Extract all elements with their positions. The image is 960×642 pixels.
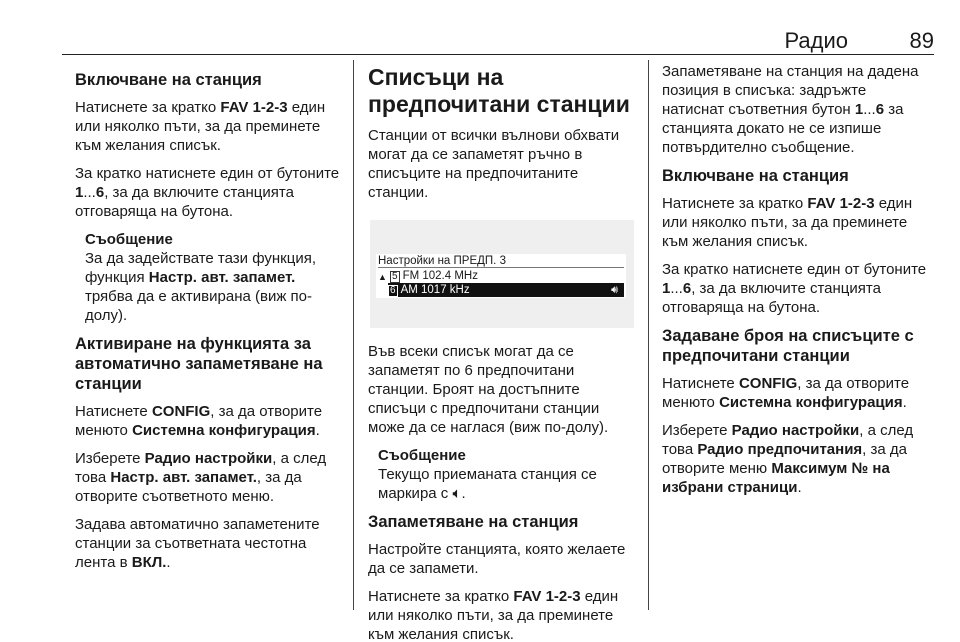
text: За кратко натиснете един от бутоните	[662, 261, 927, 278]
bold-text: Радио настройки	[144, 450, 273, 467]
paragraph	[75, 515, 347, 572]
text: ...	[670, 280, 683, 297]
text: ...	[863, 101, 876, 118]
text: За кратко натиснете един от бутоните	[75, 165, 340, 182]
bold-text: Радио настройки	[731, 422, 860, 439]
bold-text: Системна конфигурация	[132, 422, 316, 439]
text: Текущо приеманата станция се маркира с	[378, 466, 597, 502]
text: за станцията докато не се изпише потвърдително съобщение.	[662, 101, 904, 156]
heading-station-on: Включване на станция	[75, 71, 262, 89]
paragraph	[662, 421, 932, 497]
text: .	[797, 479, 802, 496]
text: , а след това	[662, 422, 914, 458]
bold-text: Настр. авт. запамет.	[110, 469, 257, 486]
column-3	[662, 62, 932, 506]
radio-screen	[376, 254, 626, 298]
bold-text: ВКЛ.	[131, 554, 167, 571]
text: За да задействате тази функция, функция	[85, 250, 316, 286]
page-number: 89	[909, 28, 934, 53]
note-title: Съобщение	[378, 447, 466, 464]
bold-text: 6	[682, 280, 692, 297]
heading-station-on: Включване на станция	[662, 167, 849, 185]
heading-favourites-lists: Списъци на предпочитани станции	[368, 64, 630, 117]
text: един или няколко пъти, за да преминете към желания списък.	[662, 195, 913, 250]
bold-text: Настр. авт. запамет.	[148, 269, 296, 286]
text: , а след това	[75, 450, 327, 486]
text: , за да отворите менюто	[662, 375, 910, 411]
text: Натиснете за кратко	[662, 195, 808, 212]
paragraph	[75, 402, 347, 440]
screen-row-am-selected	[388, 283, 624, 297]
text: .	[315, 422, 320, 439]
text: .	[166, 554, 171, 571]
heading-store-station: Запаметяване на станция	[368, 513, 579, 531]
screen-divider	[378, 267, 624, 268]
text: , за да включите станцията отговаряща на бутона.	[75, 184, 294, 220]
paragraph: Настройте станцията, която желаете да се запамети.	[368, 541, 626, 577]
bold-text: CONFIG	[738, 375, 798, 392]
text: , за да отворите меню	[662, 441, 907, 477]
paragraph: Във всеки списък могат да се запаметят по 6 предпочитани станции. Броят на достъпните списъци с предпочитани станции може да се наглася (виж по-долу).	[368, 343, 609, 436]
text: Натиснете за кратко	[75, 99, 221, 116]
speaker-icon: 🔊︎	[611, 284, 618, 296]
bold-text: FAV 1-2-3	[220, 99, 288, 116]
text: , за да отворите съответното меню.	[75, 469, 302, 505]
text: , за да отворите менюто	[75, 403, 323, 439]
text: .	[902, 394, 907, 411]
triangle-up-icon: ▲	[378, 272, 387, 282]
bold-text: 6	[95, 184, 105, 201]
note-title: Съобщение	[85, 231, 173, 248]
bold-text: 1	[75, 184, 84, 201]
preset-number: 5	[392, 271, 398, 282]
paragraph: Станции от всички вълнови обхвати могат да се запаметят ръчно в списъците на предпочитаните станции.	[368, 127, 620, 201]
paragraph	[75, 98, 347, 155]
column-2	[368, 62, 638, 642]
header-divider	[62, 54, 934, 55]
paragraph: Натиснете за кратко FAV 1-2-3 един или няколко пъти, за да преминете към желания списък.	[368, 588, 619, 642]
text: Изберете	[75, 450, 145, 467]
bold-text: 1	[854, 101, 864, 118]
column-divider-2	[648, 60, 649, 610]
text: , за да включите станцията отговаряща на бутона.	[662, 280, 881, 316]
column-1	[75, 62, 347, 581]
text: Натиснете	[75, 403, 152, 420]
column-divider-1	[353, 60, 354, 610]
paragraph	[75, 449, 347, 506]
bold-text: 1	[662, 280, 671, 297]
text: Запаметяване на станция на дадена позиция в списъка: задръжте натиснат съответния бутон	[662, 63, 919, 118]
note-box	[368, 446, 638, 503]
paragraph	[75, 164, 347, 221]
text: Натиснете	[662, 375, 739, 392]
paragraph	[662, 374, 932, 412]
bold-text: 6	[875, 101, 885, 118]
text: един или няколко пъти, за да преминете към желания списък.	[75, 99, 326, 154]
station-label: FM 102.4 MHz	[402, 270, 478, 282]
heading-list-count: Задаване броя на списъците с предпочитани станции	[662, 327, 914, 365]
bold-text: FAV 1-2-3	[513, 588, 581, 605]
paragraph	[662, 194, 932, 251]
screen-title: Настройки на ПРЕДП. 3	[378, 255, 506, 267]
radio-display-illustration	[370, 220, 634, 328]
text: трябва да е активирана (виж по-долу).	[85, 288, 312, 324]
preset-number: 6	[390, 285, 396, 296]
text: ...	[83, 184, 96, 201]
bold-text: Максимум № на избрани страници	[662, 460, 890, 496]
bold-text: CONFIG	[151, 403, 211, 420]
page-title: Радио	[784, 28, 848, 53]
text: .	[461, 485, 466, 502]
paragraph	[662, 62, 932, 157]
paragraph	[662, 260, 932, 317]
screen-row-fm	[378, 269, 624, 283]
station-label: AM 1017 kHz	[400, 284, 470, 296]
heading-auto-store: Активиране на функцията за автоматично запаметяване на станции	[75, 335, 323, 393]
speaker-icon: 🔈︎	[452, 485, 462, 502]
bold-text: Радио предпочитания	[697, 441, 863, 458]
bold-text: FAV 1-2-3	[807, 195, 875, 212]
note-box	[75, 230, 347, 325]
page-header	[0, 28, 960, 52]
note-text	[85, 249, 347, 325]
bold-text: Системна конфигурация	[719, 394, 903, 411]
text: Изберете	[662, 422, 732, 439]
note-text	[378, 465, 638, 503]
text: Задава автоматично запаметените станции за съответната честотна лента в	[75, 516, 320, 571]
